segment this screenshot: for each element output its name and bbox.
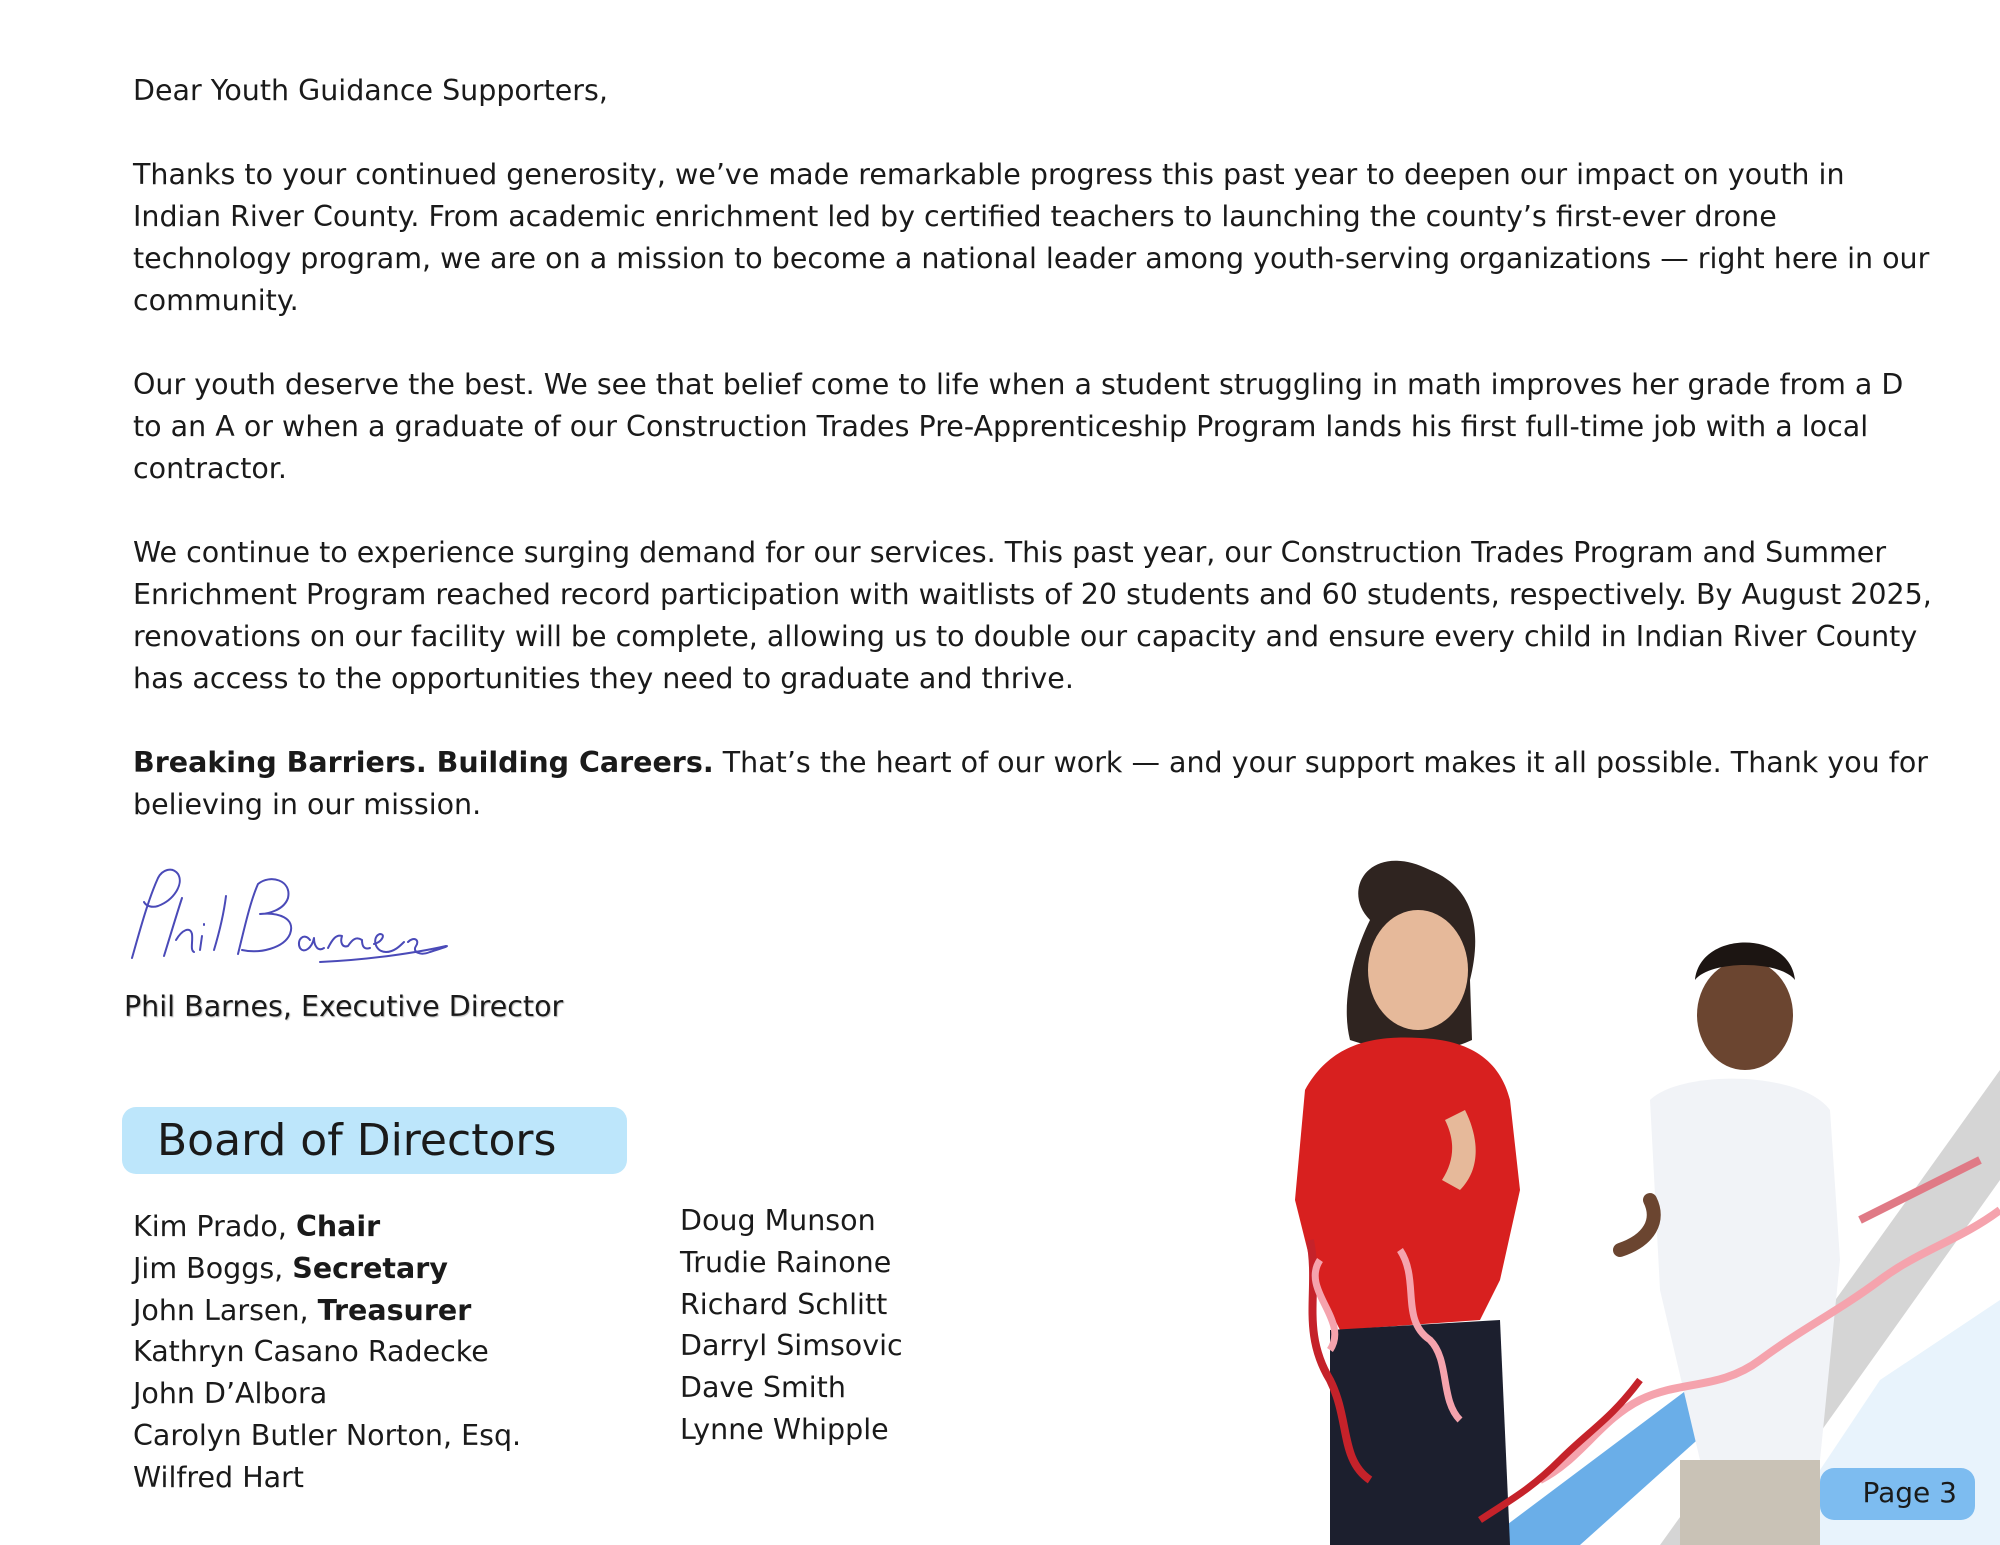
- member-name: Kathryn Casano Radecke: [133, 1335, 489, 1369]
- member-name: Wilfred Hart: [133, 1460, 304, 1494]
- member-role: Chair: [295, 1210, 381, 1243]
- member-name: Carolyn Butler Norton, Esq.: [133, 1418, 522, 1452]
- board-member: [133, 1457, 521, 1499]
- board-member: [133, 1206, 521, 1248]
- board-member: Richard Schlitt: [680, 1287, 888, 1321]
- closing-text: That’s the heart of our work — and your support makes it all possible. Thank you for believing in our mission.: [133, 746, 1928, 821]
- page-number-badge: [1820, 1468, 1975, 1520]
- girl-figure: [1295, 861, 1520, 1545]
- board-member: Lynne Whipple: [680, 1412, 889, 1446]
- board-member: Trudie Rainone: [680, 1245, 892, 1279]
- member-name: Kim Prado,: [133, 1210, 296, 1243]
- member-name: John D’Albora: [133, 1377, 328, 1411]
- member-role: Treasurer: [317, 1293, 472, 1327]
- board-member: [133, 1331, 521, 1373]
- board-title: Board of Directors: [157, 1115, 557, 1166]
- board-list-column-1: [133, 1206, 521, 1499]
- member-name: John Larsen,: [133, 1293, 318, 1327]
- board-member: Doug Munson: [680, 1204, 876, 1237]
- member-role: Secretary: [292, 1251, 448, 1285]
- board-member: [133, 1290, 521, 1332]
- children-photo: [1180, 860, 2000, 1545]
- member-name: Jim Boggs,: [133, 1251, 293, 1285]
- signature-image: [120, 860, 450, 970]
- board-title-banner: [122, 1107, 627, 1174]
- board-list-column-2: [680, 1200, 903, 1451]
- letter-closing: [133, 742, 1933, 826]
- letter-body: [133, 70, 1933, 868]
- letter-paragraph-1: Thanks to your continued generosity, we’ve made remarkable progress this past year to deepen our impact on youth in Indian River County. From academic enrichment led by certified teachers to launching the county’s first-ever drone technology program, we are on a mission to become a national leader among youth-serving organizations — right here in our community.: [133, 158, 1930, 317]
- board-member: Dave Smith: [680, 1371, 846, 1405]
- closing-tagline: Breaking Barriers. Building Careers.: [133, 746, 714, 779]
- signer-name-title: Phil Barnes, Executive Director: [124, 990, 564, 1023]
- board-member: [133, 1415, 521, 1457]
- greeting: Dear Youth Guidance Supporters,: [133, 74, 608, 107]
- letter-paragraph-3: We continue to experience surging demand for our services. This past year, our Construction Trades Program and Summer Enrichment Program reached record participation with waitlists of 20 students and 60 students, respectively. By August 2025, renovations on our facility will be complete, allowing us to double our capacity and ensure every child in Indian River County has access to the opportunities they need to graduate and thrive.: [133, 536, 1932, 695]
- board-member: [133, 1373, 521, 1415]
- board-member: [133, 1248, 521, 1290]
- board-member: Darryl Simsovic: [680, 1329, 903, 1363]
- letter-paragraph-2: Our youth deserve the best. We see that belief come to life when a student struggling in math improves her grade from a D to an A or when a graduate of our Construction Trades Pre-Apprenticeship Program lands his first full-time job with a local contractor.: [133, 368, 1904, 485]
- page-number: Page 3: [1862, 1476, 1957, 1509]
